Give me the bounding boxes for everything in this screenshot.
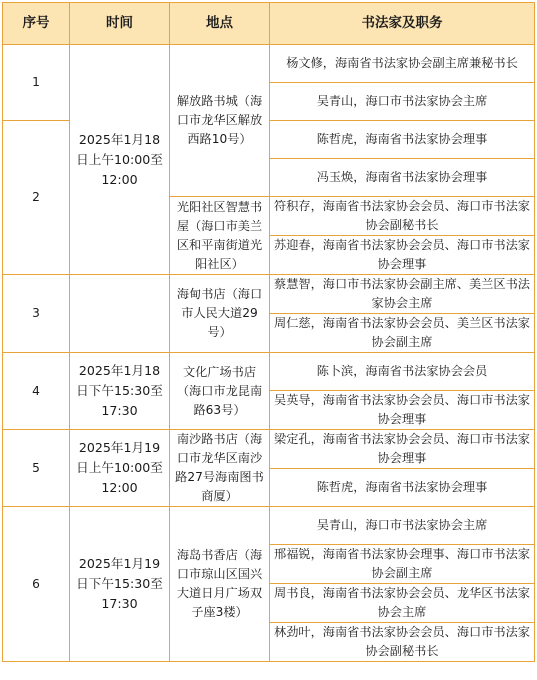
table-row — [3, 275, 535, 314]
calligrapher-cell: 蔡慧智，海口市书法家协会副主席、美兰区书法家协会主席 — [270, 275, 535, 314]
header-calligrapher: 书法家及职务 — [270, 3, 535, 45]
calligrapher-cell: 周书良，海南省书法家协会会员、龙华区书法家协会主席 — [270, 584, 535, 623]
calligrapher-cell: 陈哲虎，海南省书法家协会理事 — [270, 469, 535, 507]
calligrapher-cell: 杨文修，海南省书法家协会副主席兼秘书长 — [270, 45, 535, 83]
time-cell-empty — [70, 275, 170, 353]
calligrapher-cell: 吴青山，海口市书法家协会主席 — [270, 507, 535, 545]
time-cell: 2025年1月18日上午10:00至12:00 — [70, 45, 170, 275]
place-cell: 海甸书店（海口市人民大道29号） — [170, 275, 270, 353]
row-number: 2 — [3, 121, 70, 275]
time-cell: 2025年1月19日下午15:30至17:30 — [70, 507, 170, 662]
header-time: 时间 — [70, 3, 170, 45]
schedule-table — [2, 2, 535, 662]
calligrapher-cell: 陈哲虎，海南省书法家协会理事 — [270, 121, 535, 159]
calligrapher-cell: 梁定孔，海南省书法家协会会员、海口市书法家协会理事 — [270, 430, 535, 469]
calligrapher-cell: 陈卜滨，海南省书法家协会会员 — [270, 353, 535, 391]
time-cell: 2025年1月19日上午10:00至12:00 — [70, 430, 170, 507]
table-row — [3, 45, 535, 83]
header-no: 序号 — [3, 3, 70, 45]
table-row — [3, 353, 535, 391]
calligrapher-cell: 林劲叶，海南省书法家协会会员、海口市书法家协会副秘书长 — [270, 623, 535, 662]
calligrapher-cell: 周仁慈，海南省书法家协会会员、美兰区书法家协会副主席 — [270, 314, 535, 353]
table-row — [3, 430, 535, 469]
row-number: 4 — [3, 353, 70, 430]
place-cell: 光阳社区智慧书屋（海口市美兰区和平南街道光阳社区） — [170, 197, 270, 275]
calligrapher-cell: 苏迎春，海南省书法家协会会员、海口市书法家协会理事 — [270, 236, 535, 275]
row-number: 5 — [3, 430, 70, 507]
header-row — [3, 3, 535, 45]
row-number: 1 — [3, 45, 70, 121]
calligrapher-cell: 冯玉焕，海南省书法家协会理事 — [270, 159, 535, 197]
calligrapher-cell: 符积存，海南省书法家协会会员、海口市书法家协会副秘书长 — [270, 197, 535, 236]
time-cell: 2025年1月18日下午15:30至17:30 — [70, 353, 170, 430]
row-number: 6 — [3, 507, 70, 662]
place-cell: 南沙路书店（海口市龙华区南沙路27号海南图书商厦） — [170, 430, 270, 507]
calligrapher-cell: 邢福锐，海南省书法家协会理事、海口市书法家协会副主席 — [270, 545, 535, 584]
calligrapher-cell: 吴青山，海口市书法家协会主席 — [270, 83, 535, 121]
place-cell: 解放路书城（海口市龙华区解放西路10号） — [170, 45, 270, 197]
calligrapher-cell: 吴英导，海南省书法家协会会员、海口市书法家协会理事 — [270, 391, 535, 430]
header-place: 地点 — [170, 3, 270, 45]
table-row — [3, 507, 535, 545]
place-cell: 海岛书香店（海口市琼山区国兴大道日月广场双子座3楼） — [170, 507, 270, 662]
row-number: 3 — [3, 275, 70, 353]
place-cell: 文化广场书店（海口市龙昆南路63号） — [170, 353, 270, 430]
